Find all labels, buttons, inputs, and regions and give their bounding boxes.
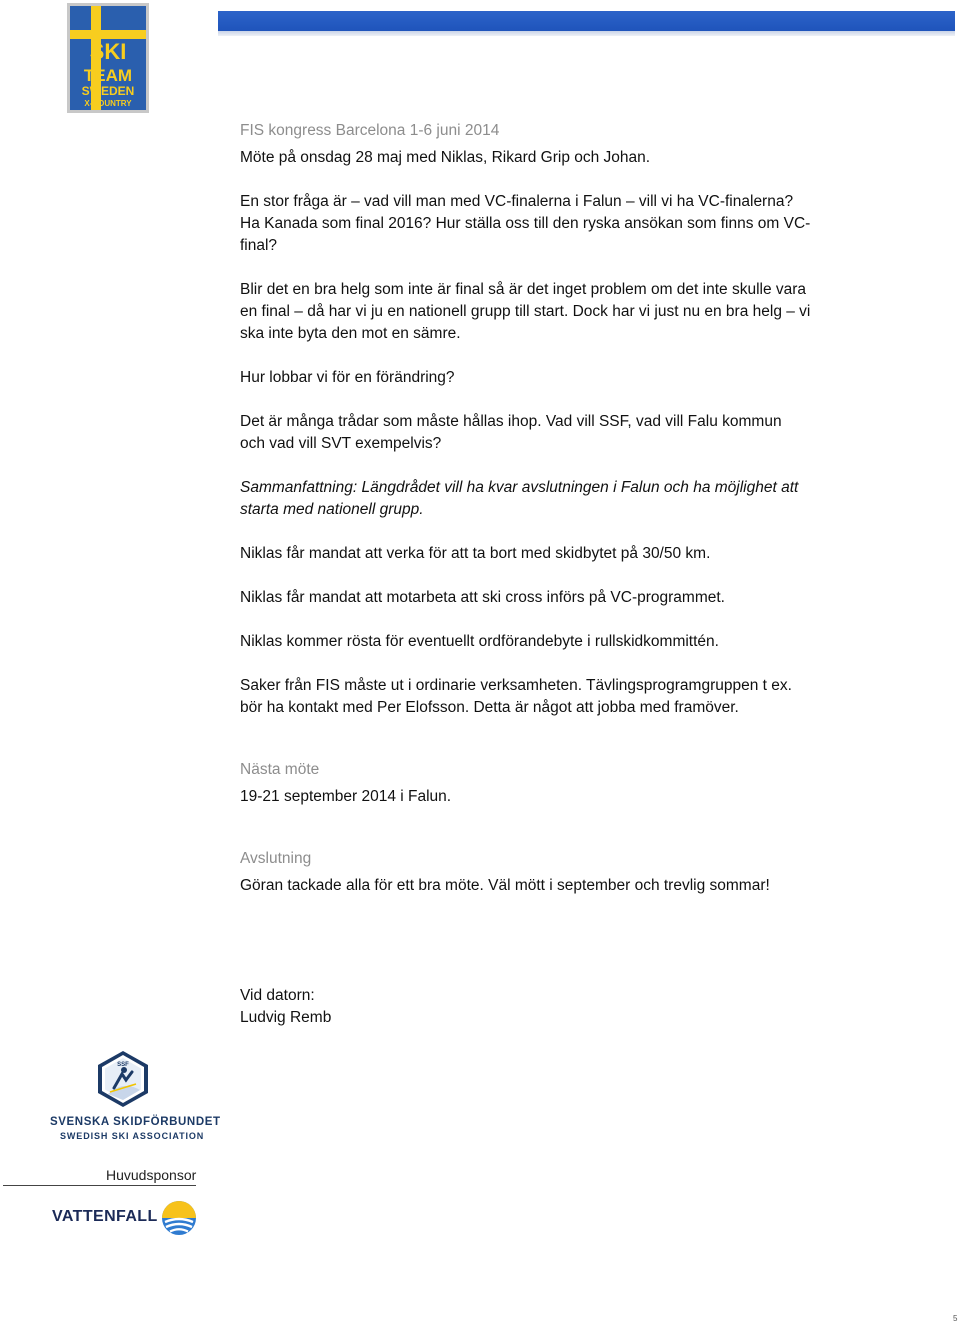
summary-line-1: Sammanfattning: Längdrådet vill ha kvar avslutningen i Falun och ha möjlighet att bbox=[240, 479, 799, 496]
minutes-name: Ludvig Remb bbox=[240, 1009, 332, 1026]
paragraph-7: Niklas kommer rösta för eventuellt ordförandebyte i rullskidkommittén. bbox=[240, 633, 719, 650]
paragraph-6: Niklas får mandat att motarbeta att ski cross införs på VC-programmet. bbox=[240, 589, 725, 606]
meeting-line: Möte på onsdag 28 maj med Niklas, Rikard Grip och Johan. bbox=[240, 149, 651, 166]
paragraph-5: Niklas får mandat att verka för att ta bort med skidbytet på 30/50 km. bbox=[240, 545, 711, 562]
ssf-subtitle: SWEDISH SKI ASSOCIATION bbox=[60, 1131, 205, 1141]
minutes-label: Vid datorn: bbox=[240, 987, 315, 1004]
paragraph-1 bbox=[240, 191, 880, 257]
paragraph-2 bbox=[240, 279, 880, 345]
logo-line-1: SKI bbox=[89, 39, 127, 64]
paragraph-2-line-2: en final – då har vi ju en nationell grupp till start. Dock har vi just nu en bra helg – vi bbox=[240, 303, 811, 320]
ssf-seal-text: SSF bbox=[117, 1062, 129, 1068]
vattenfall-name: VATTENFALL bbox=[52, 1208, 158, 1225]
sponsor-label: Huvudsponsor bbox=[106, 1167, 197, 1183]
page-number: 5 bbox=[953, 1314, 958, 1323]
paragraph-1-line-3: final? bbox=[240, 237, 278, 254]
logo-line-3: SWEDEN bbox=[81, 84, 135, 98]
next-meeting-text: 19-21 september 2014 i Falun. bbox=[240, 788, 452, 805]
swedish-ski-association-seal-icon bbox=[96, 1050, 150, 1108]
document-body bbox=[240, 120, 880, 1029]
sponsor-divider bbox=[3, 1185, 196, 1186]
paragraph-8 bbox=[240, 675, 880, 719]
vattenfall-logo-icon bbox=[161, 1200, 197, 1236]
paragraph-3: Hur lobbar vi för en förändring? bbox=[240, 369, 455, 386]
paragraph-1-line-1: En stor fråga är – vad vill man med VC-finalerna i Falun – vill vi ha VC-finalerna? bbox=[240, 193, 794, 210]
header-bar-shadow bbox=[218, 31, 955, 36]
paragraph-4 bbox=[240, 411, 880, 455]
paragraph-1-line-2: Ha Kanada som final 2016? Hur ställa oss till den ryska ansökan som finns om VC- bbox=[240, 215, 811, 232]
ski-team-sweden-logo bbox=[67, 3, 149, 113]
logo-line-4: X-COUNTRY bbox=[84, 99, 132, 108]
summary-line-2: starta med nationell grupp. bbox=[240, 501, 424, 518]
paragraph-2-line-1: Blir det en bra helg som inte är final så är det inget problem om det inte skulle vara bbox=[240, 281, 807, 298]
next-meeting-title: Nästa möte bbox=[240, 761, 320, 778]
paragraph-4-line-1: Det är många trådar som måste hållas ihop. Vad vill SSF, vad vill Falu kommun bbox=[240, 413, 782, 430]
closing-title: Avslutning bbox=[240, 850, 312, 867]
logo-cross-horizontal bbox=[70, 30, 146, 39]
summary-paragraph bbox=[240, 477, 880, 521]
closing-text: Göran tackade alla för ett bra möte. Väl mött i september och trevlig sommar! bbox=[240, 877, 770, 894]
paragraph-8-line-2: bör ha kontakt med Per Elofsson. Detta är något att jobba med framöver. bbox=[240, 699, 739, 716]
header-bar bbox=[218, 11, 955, 31]
ssf-name: SVENSKA SKIDFÖRBUNDET bbox=[50, 1116, 221, 1128]
paragraph-2-line-3: ska inte byta den mot en sämre. bbox=[240, 325, 461, 342]
section-title: FIS kongress Barcelona 1-6 juni 2014 bbox=[240, 122, 500, 139]
paragraph-4-line-2: och vad vill SVT exempelvis? bbox=[240, 435, 442, 452]
logo-line-2: TEAM bbox=[83, 66, 133, 85]
paragraph-8-line-1: Saker från FIS måste ut i ordinarie verksamheten. Tävlingsprogramgruppen t ex. bbox=[240, 677, 792, 694]
